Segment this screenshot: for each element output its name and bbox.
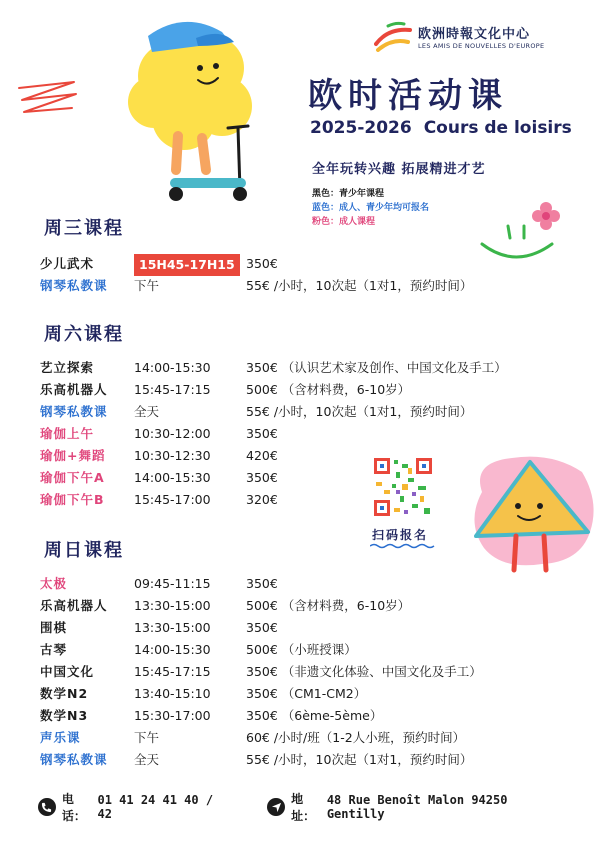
flower-mascot-icon — [112, 6, 272, 206]
course-name: 太极 — [40, 576, 68, 591]
phone-label: 电话： — [61, 792, 86, 823]
qr-label: 扫码报名 — [372, 528, 429, 542]
course-price: 500€ （含材料费，6-10岁） — [246, 382, 411, 397]
course-time: 15:45-17:15 — [134, 664, 211, 679]
course-time: 下午 — [134, 278, 160, 293]
course-name: 乐高机器人 — [40, 382, 108, 397]
course-time: 10:30-12:00 — [134, 426, 211, 441]
subtitle-years: 2025-2026 — [310, 118, 412, 138]
course-time: 14:00-15:30 — [134, 360, 211, 375]
course-price: 350€ （6ème-5ème） — [246, 708, 383, 723]
course-price: 55€ /小时，10次起（1对1，预约时间） — [246, 404, 473, 419]
course-price: 60€ /小时/班（1-2人小班，预约时间） — [246, 730, 466, 745]
course-price: 350€ — [246, 426, 278, 441]
qr-code-icon[interactable] — [372, 456, 434, 518]
course-time: 14:00-15:30 — [134, 642, 211, 657]
course-price: 320€ — [246, 492, 278, 507]
course-name: 瑜伽下午A — [40, 470, 105, 485]
subtitle-fr: Cours de loisirs — [423, 118, 572, 138]
logo-cn-text: 欧洲時報文化中心 — [418, 26, 531, 42]
course-time: 下午 — [134, 730, 160, 745]
course-name: 瑜伽上午 — [40, 426, 95, 441]
section-title-sunday: 周日课程 — [44, 536, 124, 562]
course-price: 350€ （非遗文化体验、中国文化及手工） — [246, 664, 482, 679]
section-title-saturday: 周六课程 — [44, 320, 124, 346]
phone-icon — [38, 798, 56, 816]
course-name: 声乐课 — [40, 730, 81, 745]
legend-blue: 蓝色：成人、青少年均可报名 — [312, 203, 430, 213]
course-name: 钢琴私教课 — [40, 752, 108, 767]
course-name: 古琴 — [40, 642, 68, 657]
course-price: 420€ — [246, 448, 278, 463]
address-text: 48 Rue Benoît Malon 94250 Gentilly — [326, 793, 508, 821]
smile-doodle-icon — [478, 222, 558, 266]
course-time: 15:45-17:00 — [134, 492, 211, 507]
course-time: 全天 — [134, 752, 160, 767]
course-price: 500€ （小班授课） — [246, 642, 357, 657]
course-time: 15:30-17:00 — [134, 708, 211, 723]
footer — [38, 792, 570, 823]
course-name: 乐高机器人 — [40, 598, 108, 613]
course-price: 350€ — [246, 256, 278, 271]
wave-underline-icon — [370, 543, 436, 549]
course-time: 14:00-15:30 — [134, 470, 211, 485]
course-name: 钢琴私教课 — [40, 404, 108, 419]
course-price: 350€ （CM1-CM2） — [246, 686, 367, 701]
color-legend — [312, 187, 429, 229]
legend-black: 黑色：青少年课程 — [312, 189, 385, 199]
phone-number: 01 41 24 41 40 / 42 — [97, 793, 214, 821]
location-arrow-icon — [267, 798, 285, 816]
course-price: 350€ （认识艺术家及创作、中国文化及手工） — [246, 360, 507, 375]
course-price: 55€ /小时，10次起（1对1，预约时间） — [246, 752, 473, 767]
course-time: 09:45-11:15 — [134, 576, 211, 591]
course-name: 中国文化 — [40, 664, 95, 679]
course-name: 少儿武术 — [40, 256, 95, 271]
course-time: 15H45-17H15 — [134, 254, 240, 276]
course-time: 13:40-15:10 — [134, 686, 211, 701]
course-name: 钢琴私教课 — [40, 278, 108, 293]
course-name: 数学N3 — [40, 708, 89, 723]
subtitle — [310, 118, 572, 138]
footer-phone[interactable] — [38, 790, 233, 824]
course-name: 瑜伽+舞蹈 — [40, 448, 106, 463]
course-name: 数学N2 — [40, 686, 89, 701]
course-price: 350€ — [246, 576, 278, 591]
course-price: 350€ — [246, 620, 278, 635]
triangle-mascot-icon — [462, 452, 600, 588]
course-time: 13:30-15:00 — [134, 620, 211, 635]
course-name: 艺立探索 — [40, 360, 95, 375]
course-price: 500€ （含材料费，6-10岁） — [246, 598, 411, 613]
slogan: 全年玩转兴趣 拓展精进才艺 — [312, 162, 486, 177]
course-price: 350€ — [246, 470, 278, 485]
page-title: 欧时活动课 — [308, 76, 508, 116]
logo — [374, 20, 544, 52]
logo-fr-text: LES AMIS DE NOUVELLES D'EUROPE — [418, 41, 545, 50]
course-name: 瑜伽下午B — [40, 492, 105, 507]
logo-mark-icon — [374, 20, 412, 52]
section-title-wednesday: 周三课程 — [44, 214, 124, 240]
course-time: 10:30-12:30 — [134, 448, 211, 463]
course-name: 围棋 — [40, 620, 68, 635]
course-time: 15:45-17:15 — [134, 382, 211, 397]
course-time: 13:30-15:00 — [134, 598, 211, 613]
address-label: 地址： — [291, 792, 316, 823]
course-price: 55€ /小时，10次起（1对1，预约时间） — [246, 278, 473, 293]
footer-address[interactable] — [267, 790, 570, 824]
scribble-decoration — [14, 78, 84, 124]
course-time: 全天 — [134, 404, 160, 419]
legend-pink: 粉色：成人课程 — [312, 217, 376, 227]
